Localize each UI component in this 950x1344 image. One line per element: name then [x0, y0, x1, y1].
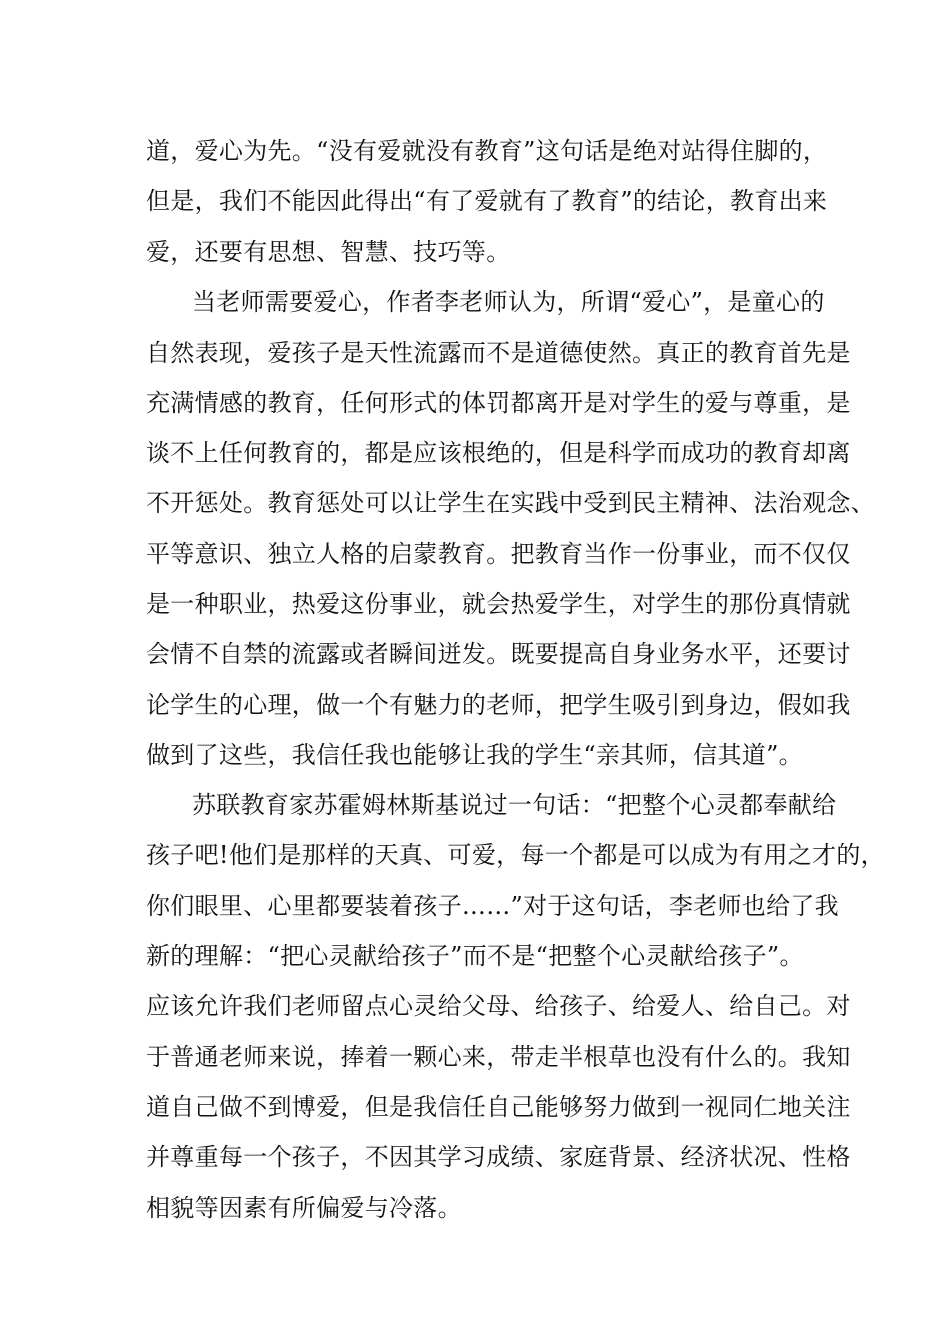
text-line: 平等意识、独立人格的启蒙教育。把教育当作一份事业，而不仅仅 [146, 540, 851, 568]
text-line: 会情不自禁的流露或者瞬间迸发。既要提高自身业务水平，还要讨 [146, 640, 851, 668]
text-line: 道，爱心为先。“没有爱就没有教育”这句话是绝对站得住脚的， [146, 137, 828, 165]
text-line: 并尊重每一个孩子，不因其学习成绩、家庭背景、经济状况、性格 [146, 1143, 851, 1171]
text-line: 自然表现，爱孩子是天性流露而不是道德使然。真正的教育首先是 [146, 339, 851, 367]
text-line: 论学生的心理，做一个有魅力的老师，把学生吸引到身边，假如我 [146, 691, 851, 719]
text-line: 充满情感的教育，任何形式的体罚都离开是对学生的爱与尊重，是 [146, 389, 851, 417]
paragraph-first-line: 苏联教育家苏霍姆林斯基说过一句话：“把整个心灵都奉献给 [192, 791, 837, 819]
text-line: 是一种职业，热爱这份事业，就会热爱学生，对学生的那份真情就 [146, 590, 851, 618]
text-line: 谈不上任何教育的，都是应该根绝的，但是科学而成功的教育却离 [146, 439, 851, 467]
text-line: 做到了这些，我信任我也能够让我的学生“亲其师，信其道”。 [146, 741, 803, 769]
text-line: 爱，还要有思想、智慧、技巧等。 [146, 238, 511, 266]
text-line: 孩子吧!他们是那样的天真、可爱，每一个都是可以成为有用之才的， [146, 841, 885, 869]
text-line: 新的理解：“把心灵献给孩子”而不是“把整个心灵献给孩子”。 [146, 942, 804, 970]
text-line: 你们眼里、心里都要装着孩子……”对于这句话，李老师也给了我 [146, 892, 839, 920]
text-line: 道自己做不到博爱，但是我信任自己能够努力做到一视同仁地关注 [146, 1093, 851, 1121]
text-line: 于普通老师来说，捧着一颗心来，带走半根草也没有什么的。我知 [146, 1043, 851, 1071]
text-line: 相貌等因素有所偏爱与冷落。 [146, 1194, 462, 1222]
text-line: 应该允许我们老师留点心灵给父母、给孩子、给爱人、给自己。对 [146, 992, 851, 1020]
text-line: 不开惩处。教育惩处可以让学生在实践中受到民主精神、法治观念、 [146, 489, 875, 517]
text-line: 但是，我们不能因此得出“有了爱就有了教育”的结论，教育出来 [146, 187, 828, 215]
paragraph-first-line: 当老师需要爱心，作者李老师认为，所谓“爱心”，是童心的 [192, 288, 825, 316]
